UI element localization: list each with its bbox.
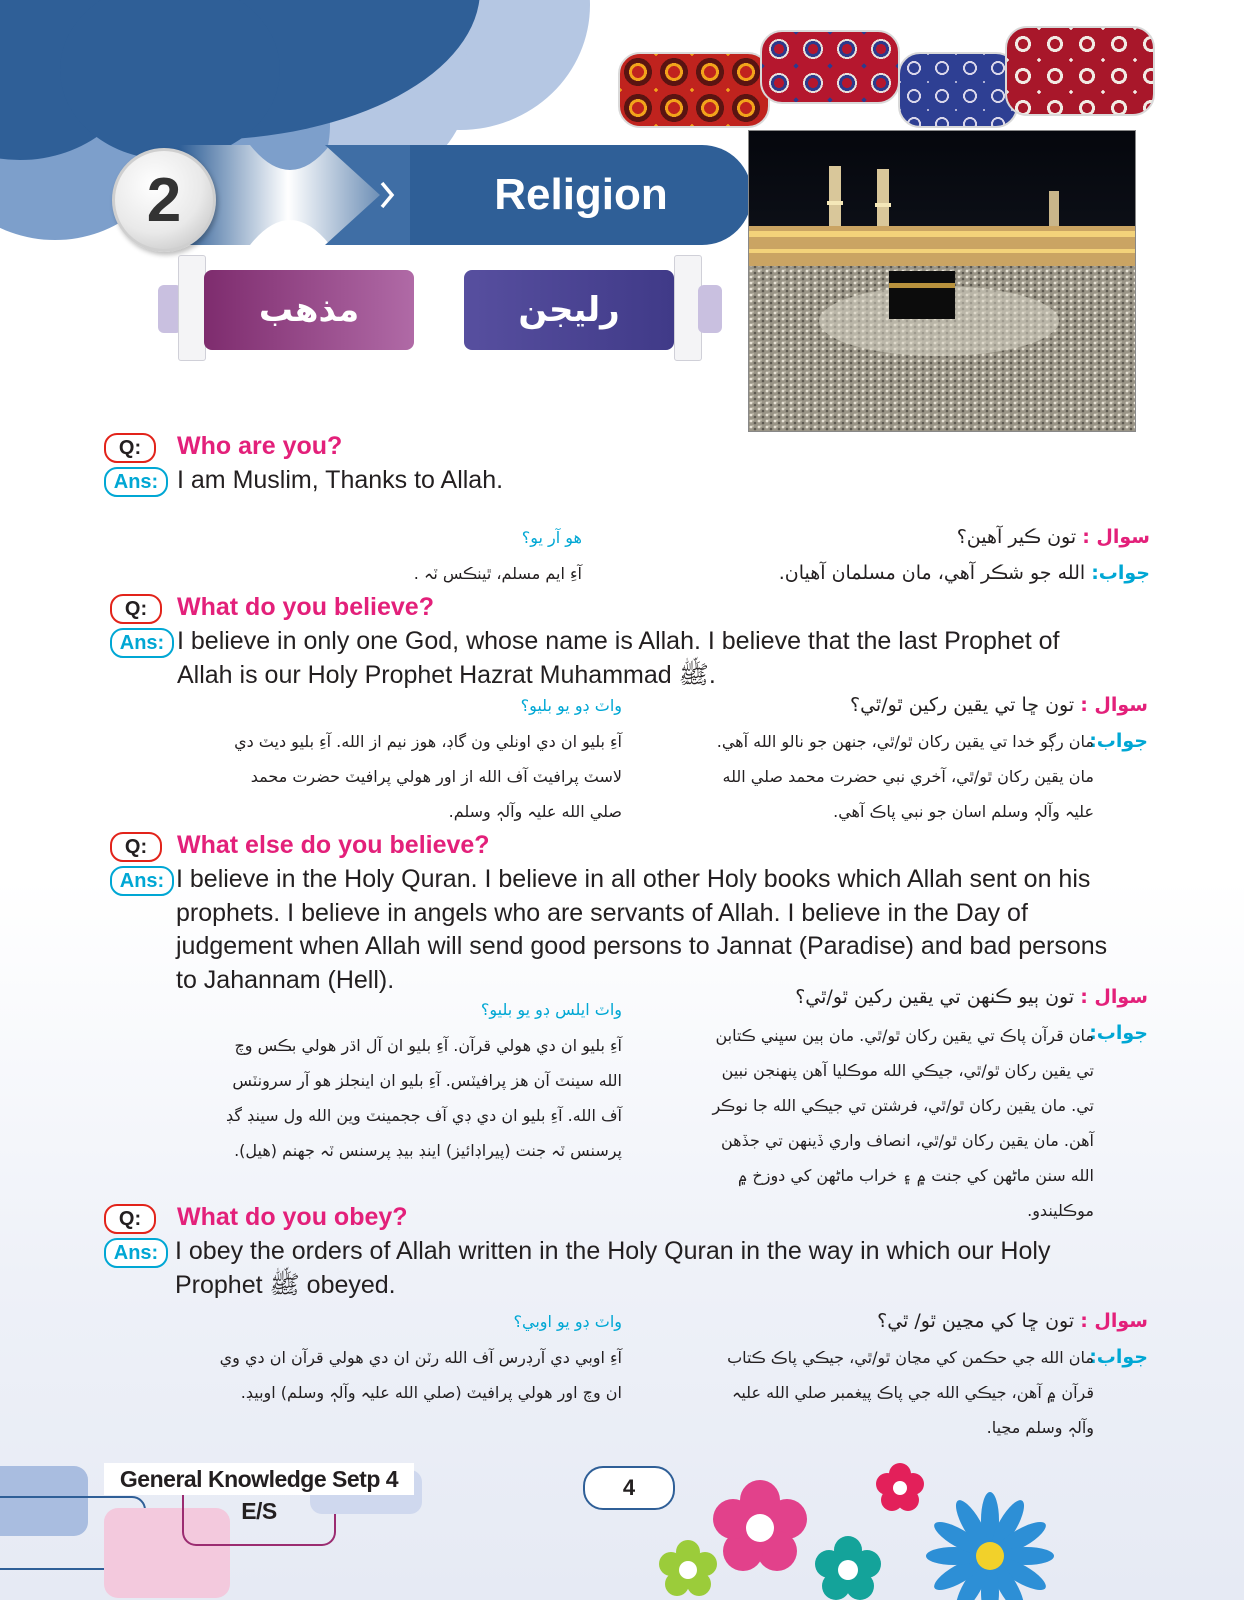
answer-badge: Ans:: [104, 1238, 168, 1268]
book-title: General Knowledge Setp 4 E/S: [104, 1463, 414, 1495]
urdu-question: واٽ ڊو يو بليو؟: [520, 696, 622, 715]
kaaba-photo: [748, 130, 1136, 432]
sindhi-q-text: تون ڇا تي يقين رکين ٿو/ٿي؟: [850, 694, 1075, 716]
chapter-title: [410, 145, 752, 245]
answer-text: I am Muslim, Thanks to Allah.: [177, 466, 504, 494]
question-badge: Q:: [104, 433, 156, 463]
urdu-answer: آءِ بليو ان دي اونلي ون گاڊ، هوز نيم از الله. آءِ بليو ديٽ دي لاسٽ پرافيٽ آف الله از اور هولي پرافيٽ حضرت محمد صلي الله عليہ وآلہٖ وسلم.: [234, 732, 622, 821]
sindhi-a-text: الله جو شڪر آهي، مان مسلمان آهيان.: [778, 562, 1086, 584]
sindhi-q-text: تون ٻيو ڪنهن تي يقين رکين ٿو/ٿي؟: [795, 986, 1075, 1008]
flower-icon: [876, 1463, 924, 1511]
sindhi-q-label: سوال :: [1080, 694, 1148, 716]
sindhi-question: [760, 1310, 1148, 1332]
ajrak-tile: [1005, 26, 1155, 116]
answer-text: I obey the orders of Allah written in the Holy Quran in the way in which our Holy Prophet ﷺ obeyed.: [175, 1237, 1051, 1299]
urdu-answer: آءِ بليو ان دي هولي قرآن. آءِ بليو ان آل اڌر هولي بڪس وچ الله سينٽ آن هز پرافيٽس. آءِ بليو ان اينجلز هو آر سرونٽس آف الله. آءِ بليو ان دي ڊي آف ججمينٽ وين الله ول سينڊ گڊ پرسنس ٽہ جنت (پيراڊائيز) اينڊ بيڊ پرسنس ٽہ جهنم (هيل).: [226, 1036, 622, 1160]
scroll-end: [178, 255, 206, 361]
tab-nub: [698, 285, 722, 333]
title-sindhi: رليجن: [464, 270, 674, 350]
urdu-question: واٽ ايلس ڊو يو بليو؟: [480, 1000, 622, 1019]
answer-badge: Ans:: [104, 467, 168, 497]
sindhi-answer-text: مان الله جي حڪمن کي مڃان ٿو/ٿي، جيڪي پاڪ ڪتاب قرآن ۾ آهن، جيڪي الله جي پاڪ پيغمبر صلي الله عليہ وآلہٖ وسلم مڃيا.: [727, 1348, 1094, 1437]
ajrak-tile: [898, 52, 1018, 128]
sindhi-question: [760, 526, 1150, 548]
urdu-question: هو آر يو؟: [521, 528, 582, 547]
sindhi-q-text: تون ڪير آهين؟: [956, 526, 1077, 548]
answer-badge: Ans:: [110, 628, 174, 658]
sindhi-q-label: سوال :: [1082, 526, 1150, 548]
question-badge: Q:: [110, 832, 162, 862]
answer-badge: Ans:: [110, 866, 174, 896]
ajrak-tile: [760, 30, 900, 104]
question-text: What do you believe?: [177, 593, 434, 621]
ajrak-tile: [618, 52, 770, 128]
question-badge: Q:: [104, 1204, 156, 1234]
sindhi-q-label: سوال :: [1080, 986, 1148, 1008]
flower-icon: [659, 1540, 717, 1596]
question-text: What do you obey?: [177, 1203, 408, 1231]
urdu-question: واٽ ڊو يو اوبي؟: [513, 1312, 622, 1331]
sindhi-answer-label: جواب:: [1089, 1022, 1148, 1044]
chapter-title-text: Religion: [494, 170, 668, 219]
urdu-answer: آءِ اوبي دي آرڊرس آف الله رٽن ان دي هولي قرآن ان دي وي ان وچ اور هولي پرافيٽ (صلي الله عليہ وآلہٖ وسلم) اوبيڊ.: [219, 1348, 622, 1402]
flower-decoration: [640, 1458, 1244, 1600]
urdu-answer: آءِ ايم مسلم، ٿينڪس ٽہ .: [413, 564, 582, 583]
sindhi-answer-label: جواب:: [1089, 1346, 1148, 1368]
flower-icon: [713, 1480, 807, 1571]
sindhi-answer-label: جواب:: [1089, 730, 1148, 752]
sindhi-answer-text: مان قرآن پاڪ تي يقين رکان ٿو/ٿي. مان ٻين سڀني ڪتابن تي يقين رکان ٿو/ٿي، جيڪي الله موڪليا آهن پنهنجن نبين تي. مان يقين رکان ٿو/ٿي، فرشتن تي جيڪي الله جا نوڪر آهن. مان يقين رکان ٿو/ٿي، انصاف واري ڏينهن تي جڏهن الله سنن ماڻهن کي جنت ۾ ۽ خراب ماڻهن کي دوزخ ۾ موڪليندو.: [712, 1026, 1094, 1220]
flower-icon: [815, 1536, 881, 1600]
question-text: What else do you believe?: [177, 831, 490, 859]
sindhi-question: [760, 986, 1148, 1008]
sindhi-answer-text: مان رڳو خدا تي يقين رکان ٿو/ٿي، جنهن جو نالو الله آهي. مان يقين رکان ٿو/ٿي، آخري نبي حضرت محمد صلي الله عليہ وآلہٖ وسلم اسان جو نبي پاڪ آهي.: [716, 732, 1094, 821]
sindhi-question: [760, 694, 1148, 716]
answer-text: I believe in the Holy Quran. I believe in all other Holy books which Allah sent on his prophets. I believe in angels who are servants of Allah. I believe in the Day of judgement when Allah will send good persons to Jannat (Paradise) and bad persons to Jahannam (Hell).: [176, 865, 1108, 994]
flower-icon: [926, 1492, 1054, 1600]
sindhi-q-text: تون ڇا کي مڃين ٿو/ ٿي؟: [877, 1310, 1075, 1332]
question-text: Who are you?: [177, 432, 343, 460]
answer-text: I believe in only one God, whose name is Allah. I believe that the last Prophet of Allah is our Holy Prophet Hazrat Muhammad ﷺ.: [177, 627, 1060, 689]
page-number: 4: [583, 1466, 675, 1510]
question-badge: Q:: [110, 594, 162, 624]
sindhi-a-label: جواب:: [1091, 562, 1150, 584]
sindhi-q-label: سوال :: [1080, 1310, 1148, 1332]
chapter-number: 2: [112, 148, 216, 252]
sindhi-answer: [760, 562, 1150, 584]
title-urdu: مذهب: [204, 270, 414, 350]
